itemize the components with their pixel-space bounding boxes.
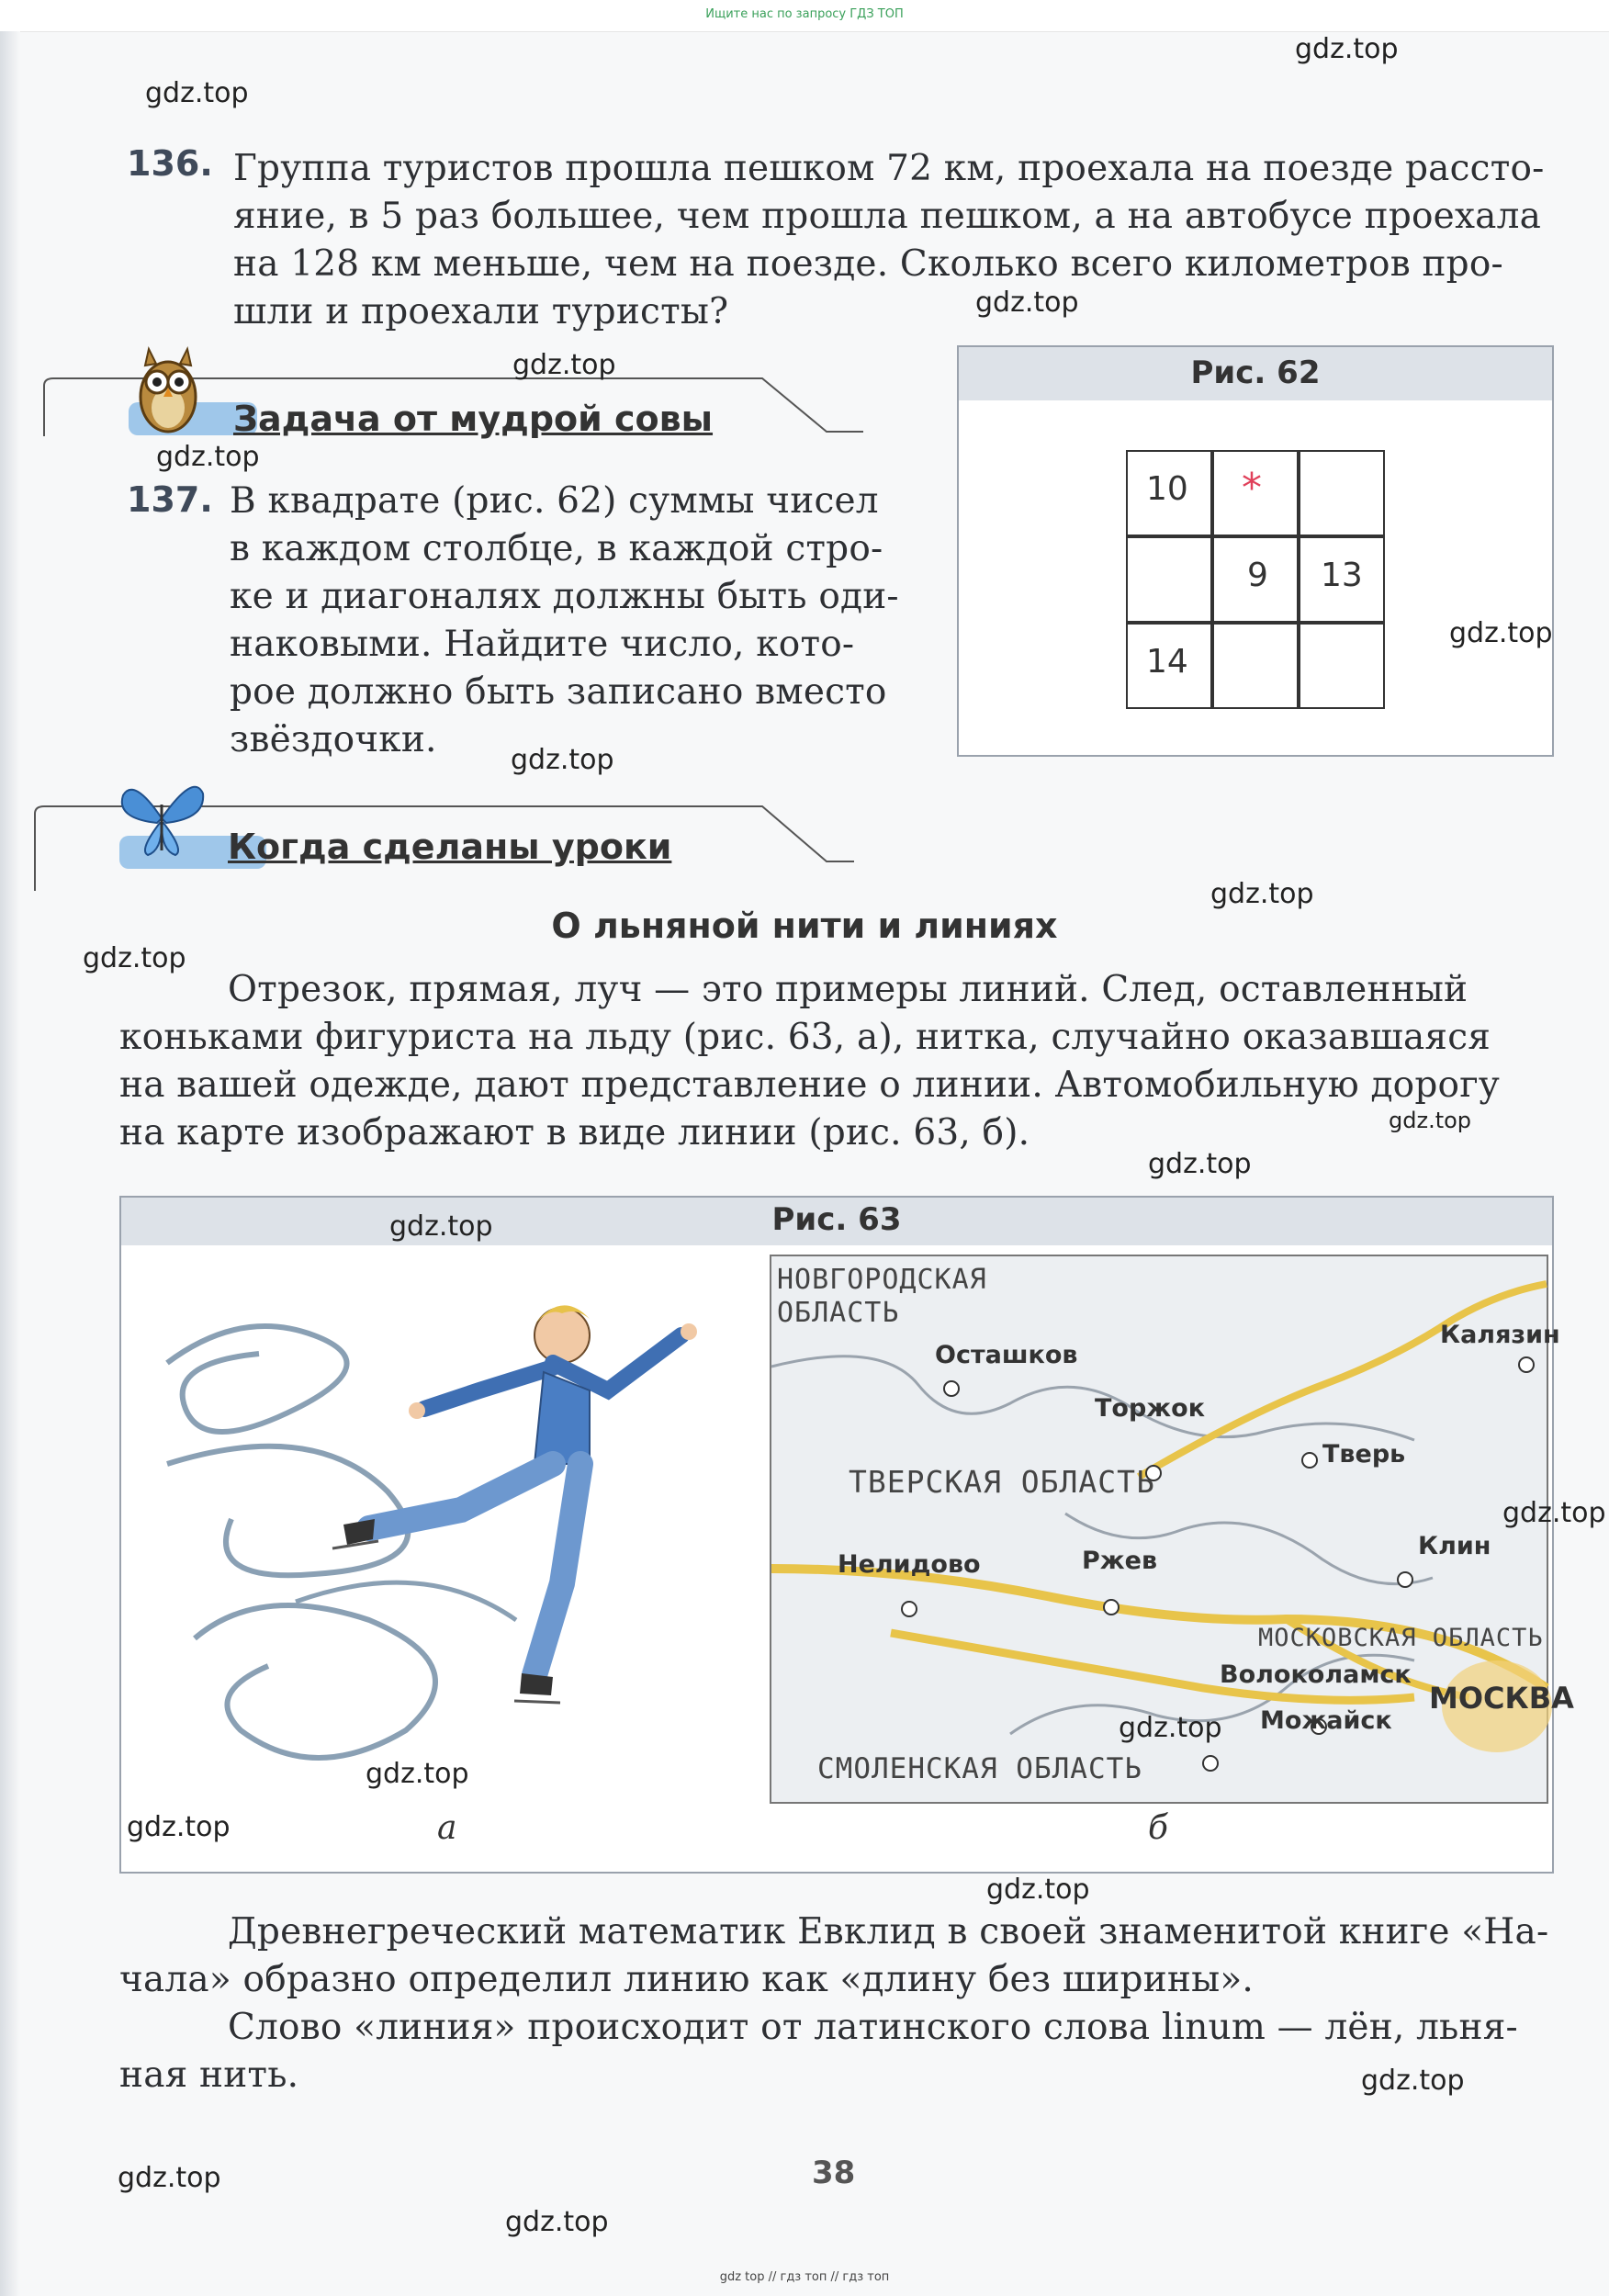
watermark: gdz.top: [1210, 878, 1314, 910]
watermark: gdz.top: [83, 942, 186, 974]
article-title: О льняной нити и линиях: [551, 906, 1058, 946]
article-line: ная нить.: [119, 2054, 299, 2096]
figure-63-label-b: б: [1148, 1809, 1168, 1847]
map-region-label: ОБЛАСТЬ: [777, 1297, 900, 1329]
watermark: gdz.top: [986, 1874, 1090, 1906]
watermark: gdz.top: [975, 287, 1079, 319]
map-city: Ржев: [1082, 1547, 1158, 1575]
figure-62: [957, 345, 1554, 757]
map-city: Тверь: [1322, 1440, 1406, 1469]
task-136-line: шли и проехали туристы?: [233, 291, 729, 332]
task-136-line: на 128 км меньше, чем на поезде. Сколько всего километров про-: [233, 243, 1503, 285]
watermark: gdz.top: [505, 2206, 609, 2238]
watermark: gdz.top: [1361, 2065, 1465, 2097]
map-region-label: ТВЕРСКАЯ ОБЛАСТЬ: [849, 1464, 1155, 1500]
page-edge: [0, 31, 20, 2296]
article-line: на вашей одежде, дают представление о линии. Автомобильную дорогу: [119, 1064, 1500, 1106]
task-136-text: [233, 145, 1556, 336]
magic-square-cell: 14: [1126, 623, 1212, 709]
task-137-line: рое должно быть записано вместо: [230, 671, 887, 713]
figure-63-label-a: а: [437, 1809, 457, 1847]
watermark: gdz.top: [156, 441, 260, 473]
watermark: gdz.top: [512, 349, 616, 381]
watermark: gdz.top: [127, 1811, 231, 1843]
magic-square-cell: [1212, 623, 1299, 709]
lessons-section-title: Когда сделаны уроки: [228, 827, 672, 867]
article-paragraph-3: [119, 2004, 1561, 2099]
task-137-line: наковыми. Найдите число, кото-: [230, 624, 855, 665]
map-city: Можайск: [1260, 1706, 1392, 1735]
watermark: gdz.top: [389, 1210, 493, 1243]
article-paragraph-2: [119, 1908, 1561, 2004]
figure-skater-illustration: [130, 1253, 755, 1804]
map-region-label: МОСКОВСКАЯ ОБЛАСТЬ: [1258, 1624, 1544, 1652]
figure-63: [119, 1196, 1574, 1874]
task-137-line: В квадрате (рис. 62) суммы чисел: [230, 480, 879, 522]
watermark: gdz.top: [118, 2162, 221, 2194]
magic-square-cell: 10: [1126, 450, 1212, 536]
map-city: Торжок: [1095, 1394, 1206, 1423]
article-line: Слово «линия» происходит от латинского слова linum — лён, льня-: [228, 2007, 1518, 2048]
owl-section-title: Задача от мудрой совы: [233, 399, 714, 439]
top-banner: [0, 0, 1609, 32]
magic-square-cell: [1299, 623, 1385, 709]
magic-square-cell: [1126, 536, 1212, 623]
watermark: gdz.top: [511, 744, 614, 776]
star-cell: *: [1212, 450, 1299, 536]
magic-square-cell: 13: [1299, 536, 1385, 623]
butterfly-icon: [116, 768, 208, 860]
page-number: 38: [812, 2155, 856, 2191]
map-city: Волоколамск: [1220, 1660, 1412, 1689]
map-region-label: НОВГОРОДСКАЯ: [777, 1264, 987, 1296]
article-paragraph-1: [119, 966, 1561, 1157]
watermark: gdz.top: [1502, 1497, 1606, 1529]
watermark: gdz.top: [1389, 1108, 1472, 1133]
task-137-number: 137.: [127, 479, 213, 520]
owl-icon: [129, 343, 208, 435]
figure-62-title: Рис. 62: [1190, 355, 1321, 391]
task-137-line: ке и диагоналях должны быть оди-: [230, 576, 899, 617]
task-137-text: [230, 478, 928, 764]
watermark: gdz.top: [1449, 617, 1553, 649]
task-136-number: 136.: [127, 143, 213, 184]
article-line: коньками фигуриста на льду (рис. 63, а), нитка, случайно оказавшаяся: [119, 1017, 1491, 1058]
figure-63-title: Рис. 63: [771, 1201, 902, 1238]
task-136-line: яние, в 5 раз большее, чем прошла пешком, а на автобусе проехала: [233, 196, 1542, 237]
task-137-line: в каждом столбце, в каждой стро-: [230, 528, 883, 569]
map-region-label: СМОЛЕНСКАЯ ОБЛАСТЬ: [817, 1752, 1142, 1785]
map-city: Осташков: [935, 1341, 1078, 1369]
magic-square-cell: 9: [1212, 536, 1299, 623]
task-136-line: Группа туристов прошла пешком 72 км, проехала на поезде рассто-: [233, 148, 1545, 189]
article-line: Отрезок, прямая, луч — это примеры линий. След, оставленный: [228, 969, 1468, 1010]
watermark: gdz.top: [1295, 33, 1399, 65]
article-line: Древнегреческий математик Евклид в своей знаменитой книге «На-: [228, 1911, 1549, 1953]
footer-text: gdz top // гдз топ // гдз топ: [719, 2270, 890, 2284]
map-city-capital: МОСКВА: [1429, 1681, 1574, 1716]
map-city: Калязин: [1440, 1321, 1560, 1349]
task-137-line: звёздочки.: [230, 719, 437, 760]
map-city: Клин: [1418, 1532, 1491, 1560]
watermark: gdz.top: [1119, 1712, 1222, 1744]
article-line: на карте изображают в виде линии (рис. 63, б).: [119, 1112, 1030, 1154]
watermark: gdz.top: [1148, 1148, 1252, 1180]
watermark: gdz.top: [366, 1758, 469, 1790]
banner-text: Ищите нас по запросу ГДЗ ТОП: [705, 7, 904, 21]
map-city: Нелидово: [838, 1550, 981, 1579]
watermark: gdz.top: [145, 77, 249, 109]
magic-square: [1126, 450, 1385, 709]
magic-square-cell: [1299, 450, 1385, 536]
article-line: чала» образно определил линию как «длину без ширины».: [119, 1959, 1255, 2000]
